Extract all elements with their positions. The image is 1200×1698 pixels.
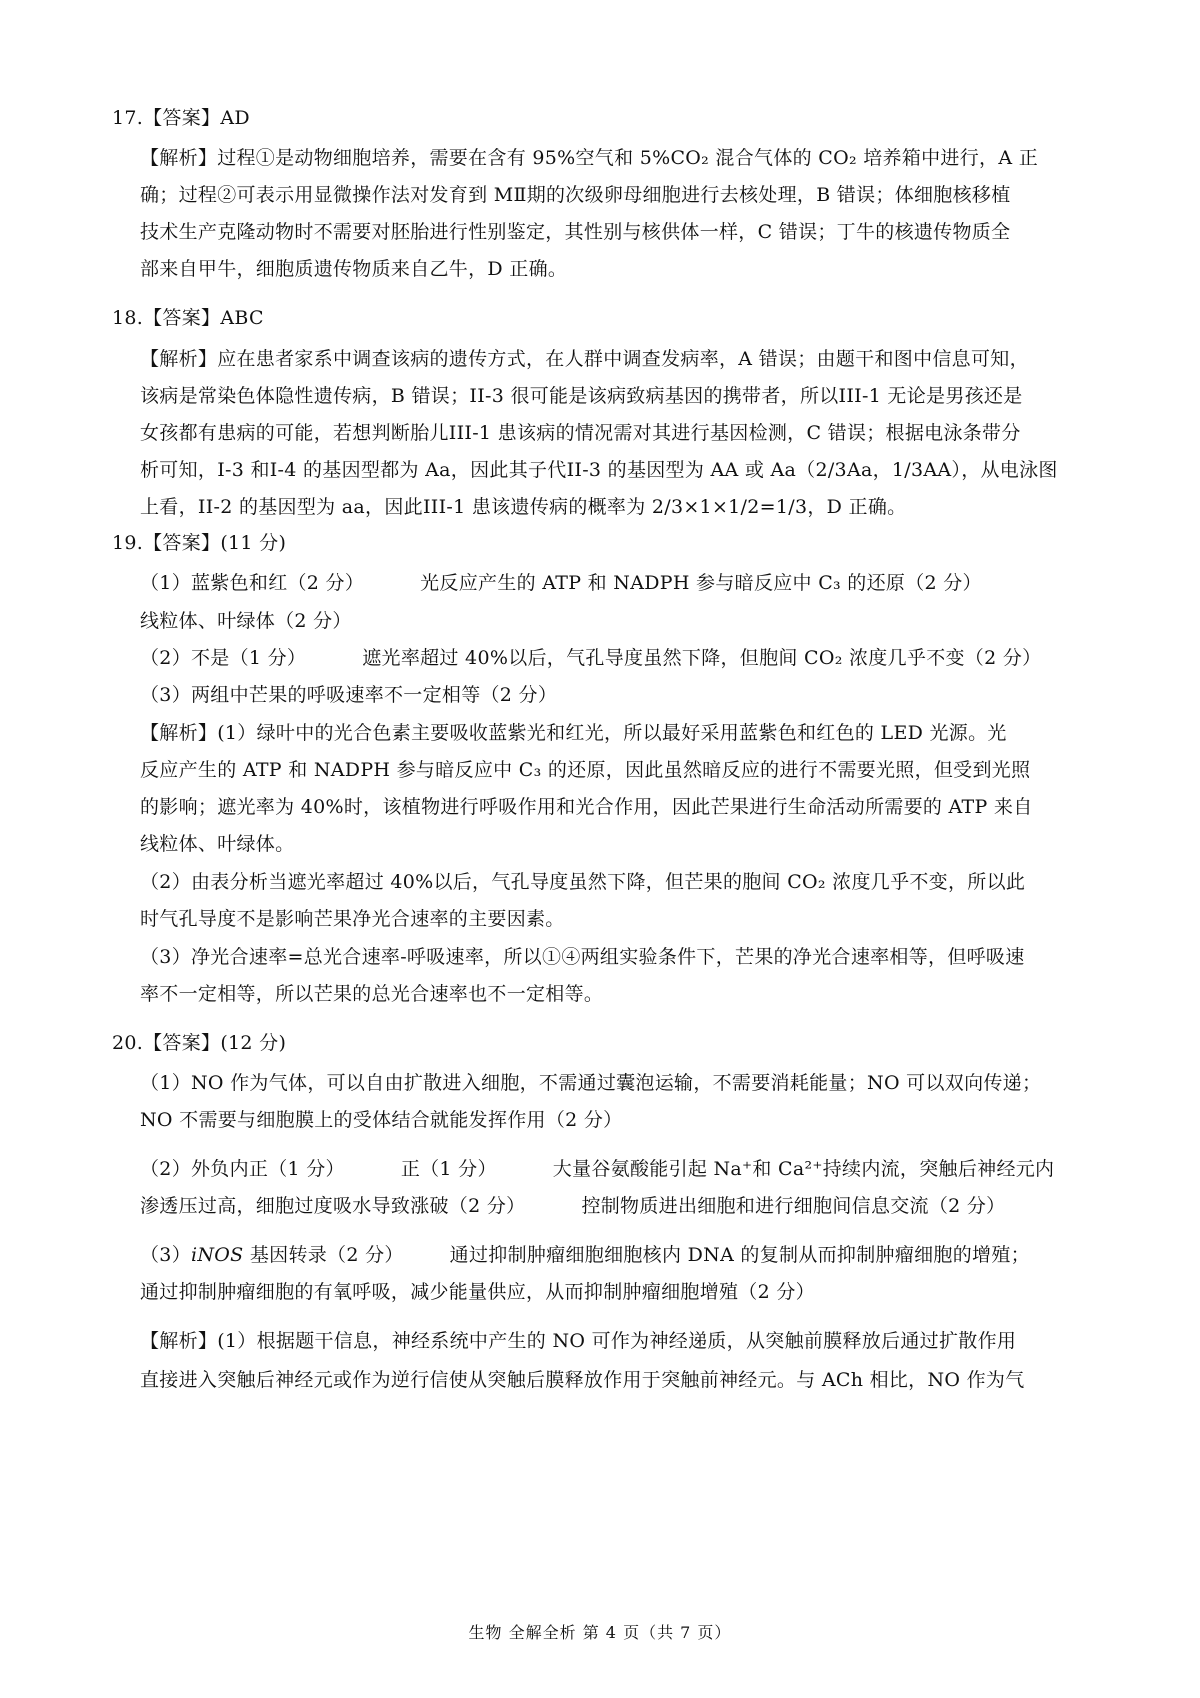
q20-answer-2: [140, 1157, 1054, 1181]
q20-answer-3a: （3）: [140, 1244, 191, 1266]
q20-answer-2a: （2）外负内正（1 分）: [140, 1158, 345, 1180]
q19-analysis-line: 的影响；遮光率为 40%时，该植物进行呼吸作用和光合作用，因此芒果进行生命活动所需要的 ATP 来自: [140, 796, 1033, 818]
q17-answer-heading: 17.【答案】AD: [112, 107, 250, 129]
q18-analysis-line: 析可知，I-3 和I-4 的基因型都为 Aa，因此其子代II-3 的基因型为 AA 或 Aa（2/3Aa，1/3AA），从电泳图: [140, 459, 1058, 481]
q17-analysis-line: 技术生产克隆动物时不需要对胚胎进行性别鉴定，其性别与核供体一样，C 错误；丁牛的核遗传物质全: [140, 221, 1011, 243]
q19-answer-2a: （2）不是（1 分）: [140, 647, 307, 669]
q19-analysis-line: （3）净光合速率=总光合速率-呼吸速率，所以①④两组实验条件下，芒果的净光合速率相等，但呼吸速: [140, 946, 1025, 968]
q20-answer-3c: 通过抑制肿瘤细胞细胞核内 DNA 的复制从而抑制肿瘤细胞的增殖；: [449, 1244, 1030, 1266]
page-footer: 生物 全解全析 第 4 页（共 7 页）: [468, 1623, 732, 1642]
q20-answer-3b: 基因转录（2 分）: [243, 1244, 404, 1266]
q20-answer-2d: 渗透压过高，细胞过度吸水导致涨破（2 分）: [140, 1195, 526, 1217]
q20-answer-2c: 大量谷氨酸能引起 Na⁺和 Ca²⁺持续内流，突触后神经元内: [552, 1158, 1055, 1180]
q19-analysis-line: 反应产生的 ATP 和 NADPH 参与暗反应中 C₃ 的还原，因此虽然暗反应的进行不需要光照，但受到光照: [140, 759, 1031, 781]
q19-answer-3: （3）两组中芒果的呼吸速率不一定相等（2 分）: [140, 684, 558, 706]
q19-answer-2b: 遮光率超过 40%以后，气孔导度虽然下降，但胞间 CO₂ 浓度几乎不变（2 分）: [362, 647, 1042, 669]
q18-analysis-line: 女孩都有患病的可能，若想判断胎儿III-1 患该病的情况需对其进行基因检测，C 错误；根据电泳条带分: [140, 422, 1021, 444]
q20-answer-2-cont: [140, 1194, 1005, 1218]
q18-analysis-line: 上看，II-2 的基因型为 aa，因此III-1 患该遗传病的概率为 2/3×1×1/2=1/3，D 正确。: [140, 496, 907, 518]
q19-answer-2: [140, 646, 1041, 670]
q20-answer-3: [140, 1243, 1030, 1267]
q19-analysis-line: 时气孔导度不是影响芒果净光合速率的主要因素。: [140, 908, 565, 930]
q19-answer-1c: 线粒体、叶绿体（2 分）: [140, 610, 352, 632]
q20-analysis-line: 直接进入突触后神经元或作为逆行信使从突触后膜释放作用于突触前神经元。与 ACh 相比，NO 作为气: [140, 1369, 1025, 1391]
q19-analysis-line: 率不一定相等，所以芒果的总光合速率也不一定相等。: [140, 983, 604, 1005]
q17-analysis-line: 【解析】过程①是动物细胞培养，需要在含有 95%空气和 5%CO₂ 混合气体的 CO₂ 培养箱中进行，A 正: [140, 147, 1038, 169]
q18-answer-heading: 18.【答案】ABC: [112, 307, 264, 329]
q20-analysis-line: 【解析】(1）根据题干信息，神经系统中产生的 NO 可作为神经递质，从突触前膜释放后通过扩散作用: [140, 1330, 1017, 1352]
q18-analysis-line: 【解析】应在患者家系中调查该病的遗传方式，在人群中调查发病率，A 错误；由题干和图中信息可知，: [140, 348, 1029, 370]
q20-answer-3d: 通过抑制肿瘤细胞的有氧呼吸，减少能量供应，从而抑制肿瘤细胞增殖（2 分）: [140, 1281, 815, 1303]
q17-analysis-line: 部来自甲牛，细胞质遗传物质来自乙牛，D 正确。: [140, 258, 568, 280]
q20-answer-2b: 正（1 分）: [400, 1158, 497, 1180]
q20-answer-2e: 控制物质进出细胞和进行细胞间信息交流（2 分）: [581, 1195, 1006, 1217]
q20-answer-heading: 20.【答案】(12 分): [112, 1032, 287, 1054]
q18-analysis-line: 该病是常染色体隐性遗传病，B 错误；II-3 很可能是该病致病基因的携带者，所以III-1 无论是男孩还是: [140, 385, 1023, 407]
q19-analysis-line: 线粒体、叶绿体。: [140, 833, 295, 855]
q19-answer-heading: 19.【答案】(11 分): [112, 532, 287, 554]
q20-answer-1-line: （1）NO 作为气体，可以自由扩散进入细胞，不需通过囊泡运输，不需要消耗能量；NO 可以双向传递；: [140, 1072, 1042, 1094]
q20-answer-1-line: NO 不需要与细胞膜上的受体结合就能发挥作用（2 分）: [140, 1109, 623, 1131]
q19-answer-1a: （1）蓝紫色和红（2 分）: [140, 572, 365, 594]
q20-gene-name: iNOS: [191, 1244, 244, 1266]
q19-answer-1b: 光反应产生的 ATP 和 NADPH 参与暗反应中 C₃ 的还原（2 分）: [420, 572, 982, 594]
q19-analysis-line: （2）由表分析当遮光率超过 40%以后，气孔导度虽然下降，但芒果的胞间 CO₂ 浓度几乎不变，所以此: [140, 871, 1026, 893]
q19-analysis-line: 【解析】(1）绿叶中的光合色素主要吸收蓝紫光和红光，所以最好采用蓝紫色和红色的 LED 光源。光: [140, 722, 1007, 744]
q17-analysis-line: 确；过程②可表示用显微操作法对发育到 MⅡ期的次级卵母细胞进行去核处理，B 错误；体细胞核移植: [140, 184, 1011, 206]
q19-answer-1: [140, 571, 982, 595]
